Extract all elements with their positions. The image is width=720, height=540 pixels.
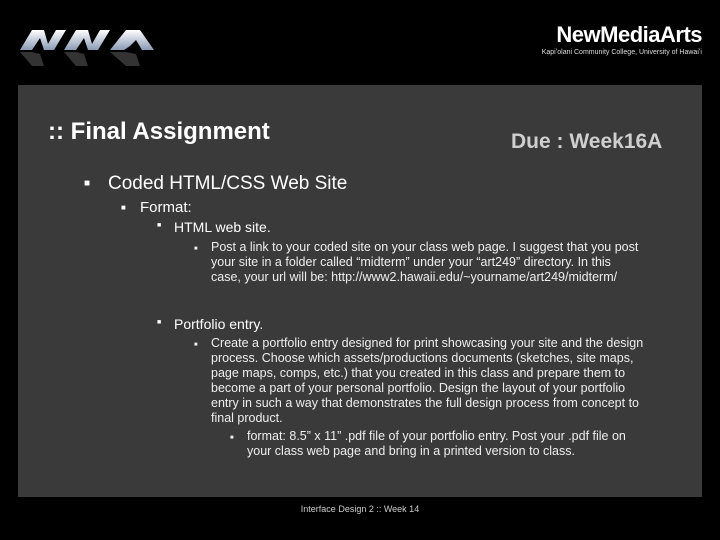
nma-logo-icon [18,22,158,67]
square-bullet-icon: ■ [157,222,162,229]
slide-panel [18,85,702,514]
bullet-level2 [121,199,192,216]
header-bar [0,0,720,85]
square-bullet-icon: ■ [194,342,198,348]
slide-footer: Interface Design 2 :: Week 14 [300,504,420,514]
square-bullet-icon: ■ [157,319,162,326]
brand-name: NewMediaArts [556,22,702,47]
nma-logo [18,22,158,72]
bullet-text: Format: [140,199,192,216]
bullet-level1 [84,173,347,195]
slide-title: :: Final Assignment [48,118,270,145]
bullet-level5-format [230,429,650,459]
square-bullet-icon: ■ [230,435,234,441]
bullet-level3-portfolio [157,316,263,332]
square-bullet-icon: ■ [194,246,198,252]
bullet-text: HTML web site. [174,219,271,235]
square-bullet-icon: ■ [84,178,91,189]
bullet-level4-link [194,240,644,285]
due-date: Due : Week16A [511,130,663,153]
brand-logo [542,22,702,56]
bullet-level4-portfolio [194,336,644,426]
bullet-text: Post a link to your coded site on your class web page. I suggest that you post your site in a folder called “midterm” under your “art249” directory. In this case, your url will be: http://www2.hawaii.edu/~yourname/art249/midterm/ [211,240,639,284]
bullet-text: Portfolio entry. [174,316,264,332]
bullet-text: format: 8.5” x 11” .pdf file of your portfolio entry. Post your .pdf file on your class web page and bring in a printed version to class. [247,429,626,458]
brand-subtitle: Kapiʻolani Community College, University of Hawaiʻi [541,49,702,56]
bullet-text: Coded HTML/CSS Web Site [108,173,348,194]
square-bullet-icon: ■ [121,203,126,212]
bullet-text: Create a portfolio entry designed for print showcasing your site and the design process. Choose which assets/productions documents (sketches, site maps, page maps, comps, etc.) that you created in this class and prepare them to become a part of your personal portfolio. Design the layout of your portfolio entry in such a way that demonstrates the full design process from concept to final product. [211,336,644,425]
bullet-level3-html [157,219,271,235]
